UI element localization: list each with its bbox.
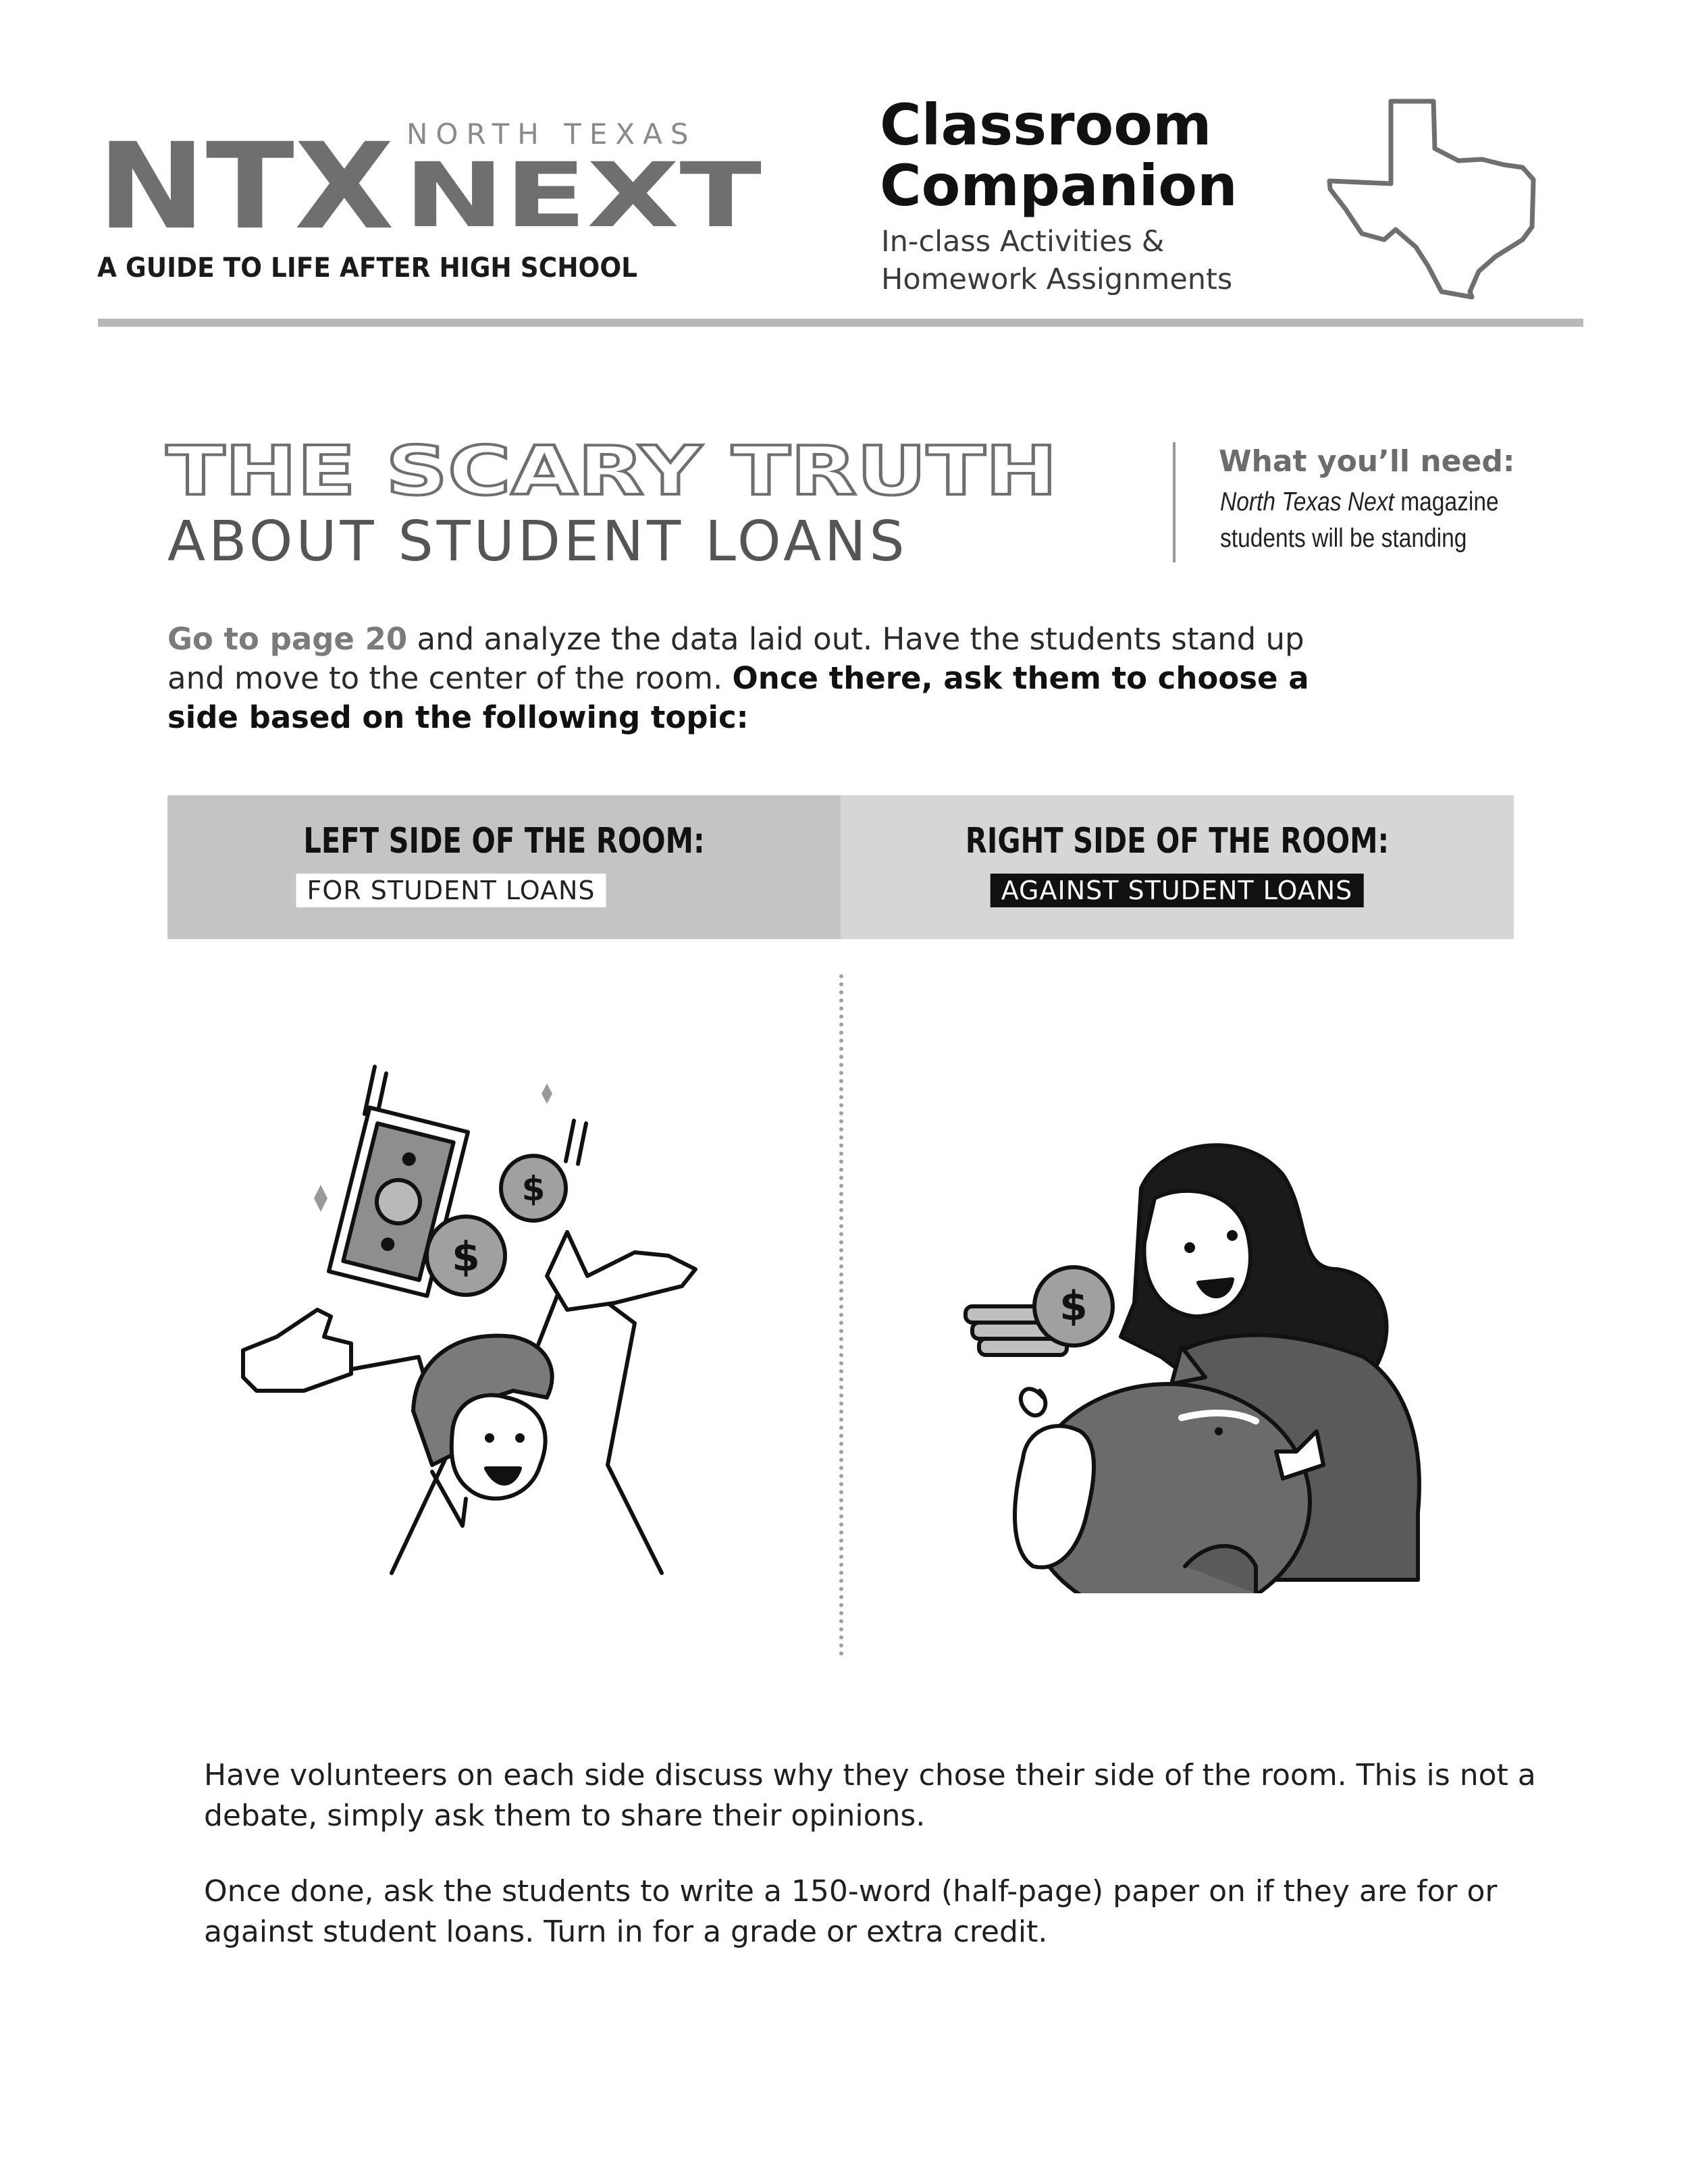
logo-region: NORTH TEXAS <box>406 117 697 151</box>
texas-outline-icon <box>1327 95 1543 304</box>
page-title <box>162 432 1107 506</box>
logo-tagline: A GUIDE TO LIFE AFTER HIGH SCHOOL <box>97 252 637 284</box>
magazine-title: North Texas Next <box>1220 487 1394 516</box>
person-celebrating-money-icon <box>230 1053 716 1580</box>
left-side-tag: FOR STUDENT LOANS <box>296 874 606 907</box>
instructions-paragraph <box>167 620 1315 737</box>
right-side-heading: RIGHT SIDE OF THE ROOM: <box>965 821 1390 861</box>
closing-paragraph-2: Once done, ask the students to write a 150-word (half-page) paper on if they are for or against student loans. Turn in for a grade or extra credit. <box>204 1874 1498 1949</box>
left-side-panel <box>167 795 841 939</box>
coin-dollar-sign: $ <box>1059 1283 1088 1330</box>
instructions-lead: Go to page 20 <box>167 621 408 657</box>
companion-subtitle <box>881 223 1232 298</box>
right-side-panel <box>841 795 1514 939</box>
header-divider <box>98 319 1583 327</box>
magazine-suffix: magazine <box>1394 487 1499 516</box>
companion-sub-line1: In-class Activities & <box>881 225 1165 259</box>
needs-item-magazine <box>1220 487 1499 517</box>
instructions-emphasis: Once there, ask them to choose a side based on the following topic: <box>167 660 1309 735</box>
coin-dollar-small: $ <box>521 1169 546 1208</box>
center-dotted-divider <box>839 974 843 1656</box>
person-hugging-piggy-bank-icon <box>959 1134 1472 1593</box>
title-subtitle: ABOUT STUDENT LOANS <box>167 510 908 574</box>
companion-title-line1: Classroom <box>880 92 1212 158</box>
logo-letters: NTX <box>97 117 394 256</box>
title-divider <box>1173 442 1176 562</box>
companion-title <box>880 92 1238 219</box>
right-side-tag: AGAINST STUDENT LOANS <box>991 874 1364 907</box>
closing-paragraph-1: Have volunteers on each side discuss why they chose their side of the room. This is not a debate, simply ask them to share their opinions. <box>204 1758 1536 1833</box>
ntx-next-logo <box>95 111 770 287</box>
coin-dollar-large: $ <box>452 1233 480 1281</box>
companion-sub-line2: Homework Assignments <box>881 263 1233 296</box>
instructions-body: and analyze the data laid out. Have the students stand up and move to the center of the room. <box>167 621 1304 696</box>
left-side-heading: LEFT SIDE OF THE ROOM: <box>303 821 705 861</box>
needs-item-standing: students will be standing <box>1220 524 1467 553</box>
companion-title-line2: Companion <box>880 153 1238 219</box>
needs-heading: What you’ll need: <box>1219 444 1515 479</box>
title-main: THE SCARY TRUTH <box>166 432 1057 506</box>
logo-word: NEXT <box>404 144 762 248</box>
